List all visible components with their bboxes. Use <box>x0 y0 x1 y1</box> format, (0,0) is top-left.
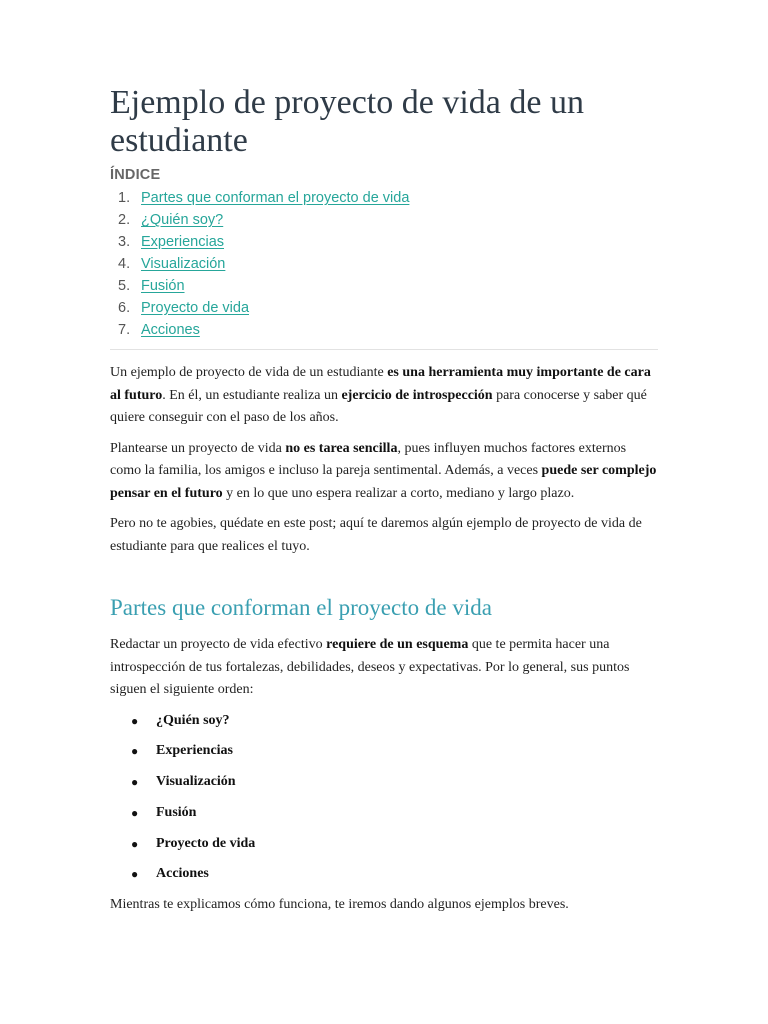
list-item-label: Experiencias <box>156 743 233 759</box>
toc-item <box>110 319 660 341</box>
paragraph-text: Plantearse un proyecto de vida <box>110 440 286 456</box>
paragraph-text: que te permita hacer una introspección de tus fortalezas, debilidades, deseos y expectativas. Por lo general, sus puntos siguen el siguiente orden: <box>110 637 630 697</box>
toc-link-experiencias[interactable]: Experiencias <box>141 234 225 250</box>
section-heading: Partes que conforman el proyecto de vida <box>110 595 492 620</box>
page-title: Ejemplo de proyecto de vida de un estudiante <box>110 84 584 159</box>
toc-item <box>110 187 660 209</box>
paragraph-emphasis: es una herramienta muy importante de cara al futuro <box>110 365 651 403</box>
bullet-icon: ● <box>131 744 139 759</box>
paragraph-text: y en lo que uno espera realizar a corto, mediano y largo plazo. <box>222 485 575 501</box>
toc-item <box>110 209 660 231</box>
bullet-icon: ● <box>131 805 139 820</box>
paragraph-text: . En él, un estudiante realiza un <box>162 387 342 403</box>
toc-item <box>110 231 660 253</box>
toc-divider <box>110 349 658 350</box>
toc-item-number: 7. <box>118 322 131 338</box>
toc-item-number: 2. <box>118 212 131 228</box>
article <box>110 84 660 917</box>
bullet-icon: ● <box>131 867 139 882</box>
paragraph-emphasis: no es tarea sencilla <box>285 440 398 456</box>
toc-link-acciones[interactable]: Acciones <box>141 322 200 338</box>
toc-link-proyecto-de-vida[interactable]: Proyecto de vida <box>141 300 250 316</box>
list-item-label: Acciones <box>156 866 209 882</box>
table-of-contents <box>110 187 660 341</box>
intro-paragraph <box>110 362 660 430</box>
paragraph-emphasis: requiere de un esquema <box>326 637 469 652</box>
list-item-label: Visualización <box>156 774 236 790</box>
toc-item-number: 3. <box>118 234 131 250</box>
toc-link-fusion[interactable]: Fusión <box>141 278 185 294</box>
body-paragraph <box>110 438 660 506</box>
list-item-label: Proyecto de vida <box>156 835 256 851</box>
body-paragraph <box>110 513 660 558</box>
paragraph-emphasis: ejercicio de introspección <box>341 387 493 403</box>
paragraph-text: Un ejemplo de proyecto de vida de un estudiante <box>110 365 388 380</box>
list-item <box>110 710 660 741</box>
toc-item-number: 4. <box>118 256 131 272</box>
toc-link-quien-soy[interactable]: ¿Quién soy? <box>141 212 224 228</box>
section-intro-paragraph <box>110 634 660 702</box>
bullet-icon: ● <box>131 836 139 851</box>
toc-item <box>110 297 660 319</box>
list-item <box>110 863 660 894</box>
toc-item <box>110 275 660 297</box>
toc-item <box>110 253 660 275</box>
paragraph-emphasis: puede ser complejo pensar en el futuro <box>110 463 657 501</box>
points-list <box>110 710 660 895</box>
paragraph-text: Pero no te agobies, quédate en este post; aquí te daremos algún ejemplo de proyecto de vida de estudiante para que realices el tuyo. <box>110 516 642 554</box>
list-item <box>110 802 660 833</box>
paragraph-text: para conocerse y saber qué quiere conseguir con el paso de los años. <box>110 387 647 425</box>
paragraph-text: , pues influyen muchos factores externos como la familia, los amigos e incluso la pareja sentimental. Además, a veces <box>110 440 627 478</box>
list-item <box>110 833 660 864</box>
toc-item-number: 1. <box>118 190 131 206</box>
closing-paragraph: Mientras te explicamos cómo funciona, te iremos dando algunos ejemplos breves. <box>110 897 569 913</box>
list-item-label: ¿Quién soy? <box>156 712 230 728</box>
bullet-icon: ● <box>131 713 139 728</box>
paragraph-text: Redactar un proyecto de vida efectivo <box>110 637 327 652</box>
list-item <box>110 771 660 802</box>
list-item <box>110 740 660 771</box>
toc-link-visualizacion[interactable]: Visualización <box>141 256 226 272</box>
toc-heading: ÍNDICE <box>110 167 161 183</box>
bullet-icon: ● <box>131 775 139 790</box>
toc-item-number: 6. <box>118 300 131 316</box>
list-item-label: Fusión <box>156 804 197 820</box>
toc-item-number: 5. <box>118 278 131 294</box>
toc-link-partes[interactable]: Partes que conforman el proyecto de vida <box>141 190 410 206</box>
